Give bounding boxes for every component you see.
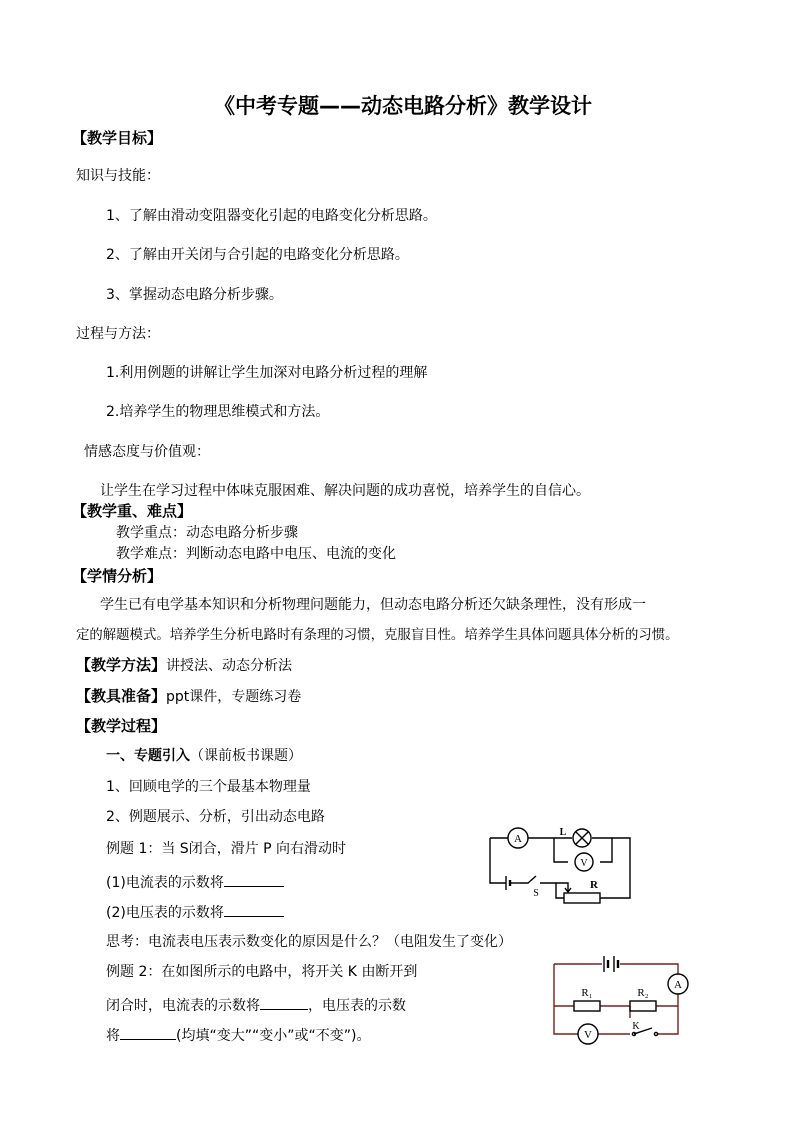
difficulty-point: 教学难点：判断动态电路中电压、电流的变化 — [116, 546, 396, 562]
resistor-r1-label: R₁ — [581, 987, 593, 999]
resistor-icon — [564, 893, 600, 903]
teaching-method-text: 讲授法、动态分析法 — [166, 658, 293, 674]
knowledge-item-3: 3、掌握动态电路分析步骤。 — [106, 287, 283, 303]
example1-question-1 — [106, 872, 284, 892]
knowledge-item-2: 2、了解由开关闭与合引起的电路变化分析思路。 — [106, 247, 409, 263]
voltmeter-label: V — [580, 858, 588, 869]
example2-line-3 — [106, 1025, 370, 1045]
knowledge-item-1: 1、了解由滑动变阻器变化引起的电路变化分析思路。 — [106, 208, 437, 224]
resistor-r1-icon — [574, 1001, 600, 1011]
heading-teaching-goals: 【教学目标】 — [72, 129, 163, 147]
heading-key-points: 【教学重、难点】 — [72, 502, 193, 520]
example1-q2-text: (2)电压表的示数将 — [106, 905, 224, 921]
page-title: 《中考专题——动态电路分析》教学设计 — [214, 94, 592, 118]
example2-line2b: ，电压表的示数 — [308, 998, 406, 1014]
resistor-r2-label: R₂ — [637, 987, 649, 999]
ammeter-label: A — [674, 979, 682, 991]
wire — [554, 838, 568, 862]
wire — [620, 964, 678, 974]
part1-heading: 一、专题引入 — [106, 748, 190, 764]
answer-blank — [120, 1025, 176, 1040]
answer-blank — [224, 872, 284, 887]
process-item-2: 2.培养学生的物理思维模式和方法。 — [106, 404, 330, 420]
resistor-r2-icon — [630, 1001, 656, 1011]
example2-line2a: 闭合时，电流表的示数将 — [106, 998, 260, 1014]
example2-line3a: 将 — [106, 1028, 120, 1044]
circuit-diagram-2 — [548, 950, 698, 1050]
heading-teaching-process: 【教学过程】 — [76, 717, 167, 735]
heading-student-analysis: 【学情分析】 — [72, 567, 163, 585]
switch-label: S — [533, 888, 539, 899]
wire — [520, 876, 536, 883]
heading-teaching-tools: 【教具准备】 — [76, 687, 167, 705]
knowledge-label: 知识与技能： — [76, 168, 160, 184]
wire — [592, 838, 612, 862]
heading-teaching-method: 【教学方法】 — [76, 656, 167, 674]
wire — [540, 883, 564, 898]
answer-blank — [224, 902, 284, 917]
switch-label: K — [632, 1021, 640, 1032]
part1-line — [106, 747, 302, 765]
step-2: 2、例题展示、分析，引出动态电路 — [106, 809, 325, 825]
part1-note: （课前板书课题） — [190, 748, 302, 764]
process-label: 过程与方法： — [76, 326, 160, 342]
wire — [658, 994, 678, 1034]
switch-contact — [654, 1032, 657, 1035]
teaching-tools-text: ppt课件，专题练习卷 — [166, 689, 302, 705]
wire — [554, 964, 578, 1034]
key-point: 教学重点：动态电路分析步骤 — [116, 525, 298, 541]
step-1: 1、回顾电学的三个最基本物理量 — [106, 779, 311, 795]
teaching-tools-line — [76, 687, 301, 706]
example2-line-2 — [106, 995, 406, 1015]
process-item-1: 1.利用例题的讲解让学生加深对电路分析过程的理解 — [106, 365, 428, 381]
example1-text: 例题 1：当 S闭合，滑片 P 向右滑动时 — [106, 841, 347, 857]
ammeter-label: A — [514, 833, 522, 845]
example1-q1-text: (1)电流表的示数将 — [106, 875, 224, 891]
example1-question-2 — [106, 902, 284, 922]
example2-line-1: 例题 2：在如图所示的电路中，将开关 K 由断开到 — [106, 964, 418, 980]
emotion-label: 情感态度与价值观： — [84, 444, 210, 460]
wire — [490, 838, 506, 883]
example2-line3b: (均填“变大”“变小”或“不变”)。 — [176, 1028, 371, 1044]
student-analysis-line-2: 定的解题模式。培养学生分析电路时有条理的习惯，克服盲目性。培养学生具体问题具体分析的习惯。 — [76, 628, 679, 643]
lamp-label: L — [559, 827, 567, 838]
teaching-method-line — [76, 656, 292, 675]
wire — [600, 838, 630, 898]
circuit-diagram-1 — [484, 826, 644, 906]
think-text: 思考：电流表电压表示数变化的原因是什么？（电阻发生了变化） — [106, 934, 512, 950]
voltmeter-label: V — [584, 1029, 592, 1041]
student-analysis-line-1: 学生已有电学基本知识和分析物理问题能力，但动态电路分析还欠缺条理性，没有形成一 — [100, 597, 646, 613]
resistor-label: R — [590, 879, 598, 891]
emotion-text: 让学生在学习过程中体味克服困难、解决问题的成功喜悦，培养学生的自信心。 — [100, 483, 590, 499]
answer-blank — [260, 995, 308, 1010]
